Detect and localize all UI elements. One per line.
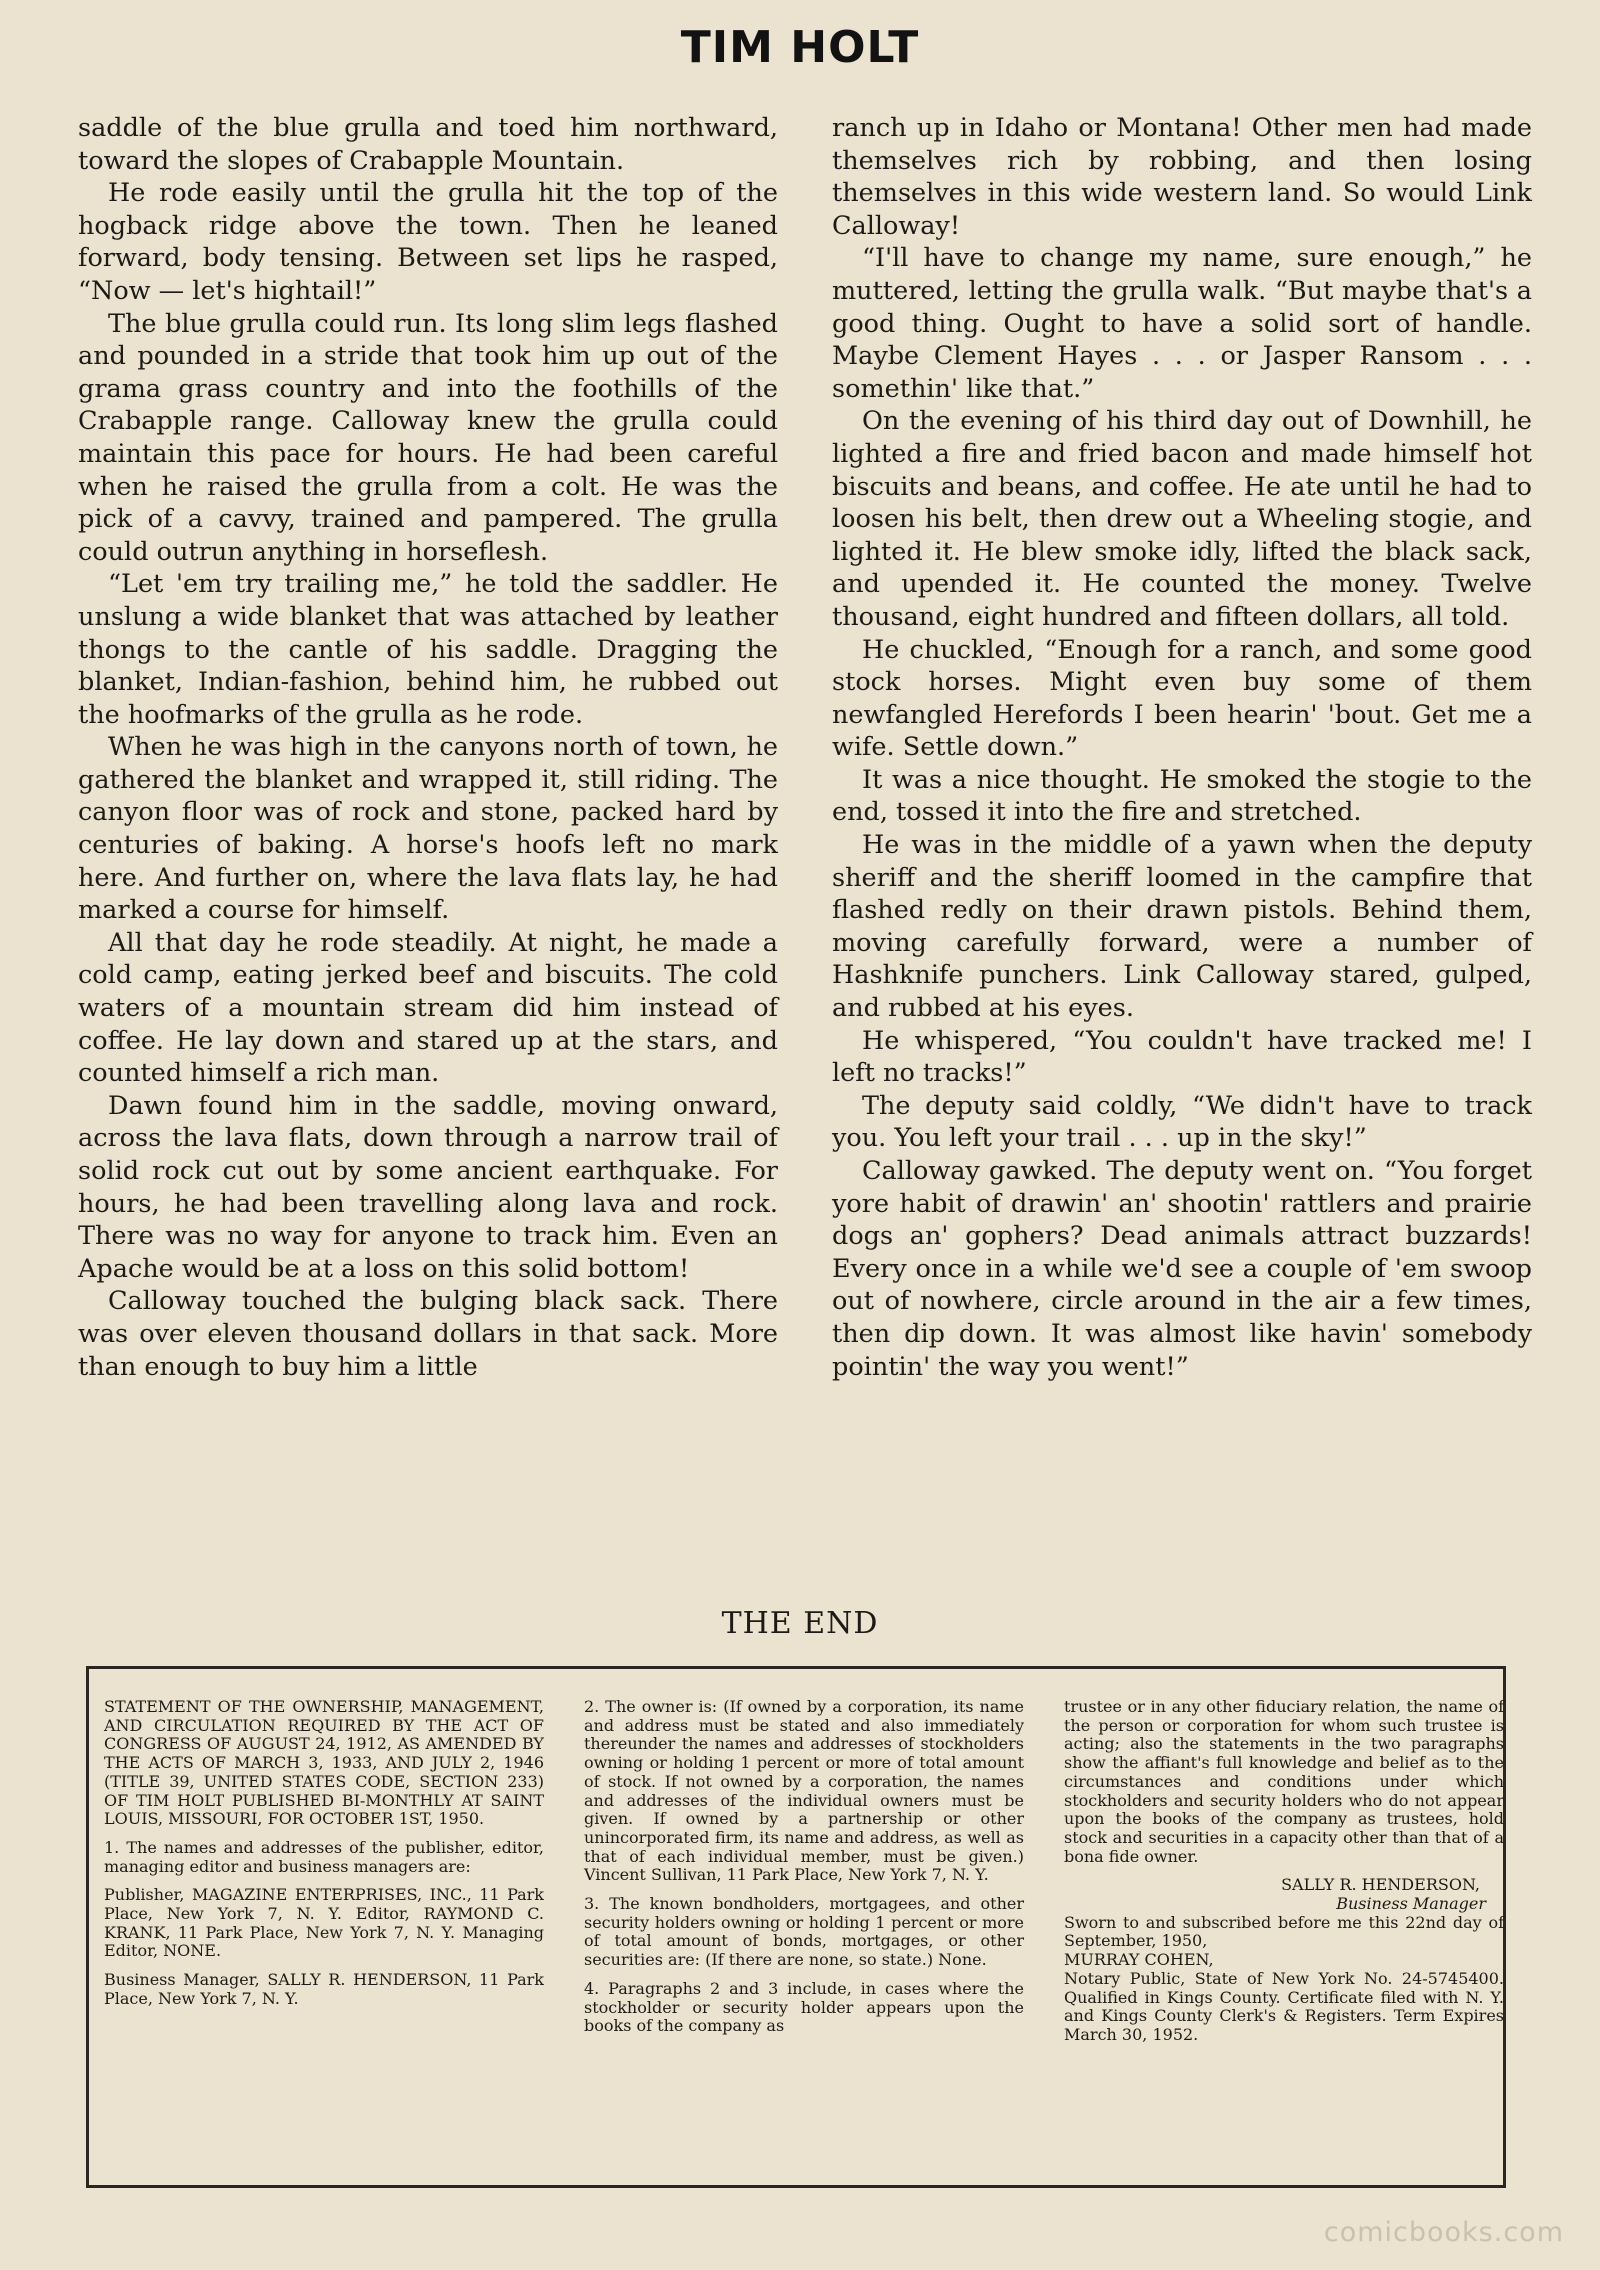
statement-continuation: trustee or in any other fiduciary relation, the name of the person or corporation for whom such trustee is acting; also the statements in the two paragraphs show the affiant's full knowledge and belief as to the circumstances and conditions under which stockholders and security holders who do not appear upon the books of the company as trustees, hold stock and securities in a capacity other than that of a bona fide owner.	[1064, 1697, 1504, 1866]
statement-item-1: 1. The names and addresses of the publisher, editor, managing editor and business managers are:	[104, 1837, 544, 1876]
statement-item-2: 2. The owner is: (If owned by a corporation, its name and address must be stated and also immediately thereunder the names and addresses of stockholders owning or holding 1 percent or more of total amount of stock. If not owned by a corporation, the names and addresses of the individual owners must be given. If owned by a partnership or other unincorporated firm, its name and address, as well as that of each individual member, must be given.) Vincent Sullivan, 11 Park Place, New York 7, N. Y.	[584, 1697, 1024, 1885]
statement-business-manager: Business Manager, SALLY R. HENDERSON, 11 Park Place, New York 7, N. Y.	[104, 1970, 544, 2008]
story-paragraph: It was a nice thought. He smoked the stogie to the end, tossed it into the fire and stretched.	[832, 764, 1532, 828]
story-paragraph: Calloway gawked. The deputy went on. “You forget yore habit of drawin' an' shootin' rattlers and prairie dogs an' gophers? Dead animals attract buzzards! Every once in a while we'd see a couple of 'em swoop out of nowhere, circle around in the air a few times, then dip down. It was almost like havin' somebody pointin' the way you went!”	[832, 1156, 1532, 1382]
story-paragraph: He chuckled, “Enough for a ranch, and some good stock horses. Might even buy some of them newfangled Herefords I been hearin' 'bout. Get me a wife. Settle down.”	[832, 634, 1532, 763]
statement-publisher: Publisher, MAGAZINE ENTERPRISES, INC., 11 Park Place, New York 7, N. Y. Editor, RAYMOND C. KRANK, 11 Park Place, New York 7, N. Y. Managing Editor, NONE.	[104, 1885, 544, 1961]
story-column-left	[78, 112, 778, 1383]
story-paragraph: He was in the middle of a yawn when the deputy sheriff and the sheriff loomed in the campfire that flashed redly on their drawn pistols. Behind them, moving carefully forward, were a number of Hashknife punchers. Link Calloway stared, gulped, and rubbed at his eyes.	[832, 830, 1532, 1024]
story-paragraph: He whispered, “You couldn't have tracked me! I left no tracks!”	[832, 1025, 1532, 1089]
story-paragraph: ranch up in Idaho or Montana! Other men had made themselves rich by robbing, and then losing themselves in this wide western land. So would Link Calloway!	[832, 113, 1532, 241]
statement-item-4: 4. Paragraphs 2 and 3 include, in cases where the stockholder or security holder appears upon the books of the company as	[584, 1978, 1024, 2036]
notary-details: Notary Public, State of New York No. 24-5745400. Qualified in Kings County. Certificate filed with N. Y. and Kings County Clerk's & Registers. Term Expires March 30, 1952.	[1064, 1968, 1504, 2044]
ownership-statement-column-1	[104, 1698, 544, 2019]
signer-title: Business Manager	[1336, 1894, 1486, 1914]
story-paragraph: The deputy said coldly, “We didn't have to track you. You left your trail . . . up in the sky!”	[832, 1090, 1532, 1154]
signer-name: SALLY R. HENDERSON,	[1281, 1875, 1480, 1895]
statement-item-3: 3. The known bondholders, mortgagees, and other security holders owning or holding 1 percent or more of total amount of bonds, mortgages, or other securities are: (If there are none, so state.) None.	[584, 1894, 1024, 1970]
story-paragraph: Calloway touched the bulging black sack. There was over eleven thousand dollars in that sack. More than enough to buy him a little	[78, 1286, 778, 1382]
sworn-statement: Sworn to and subscribed before me this 22nd day of September, 1950,	[1064, 1912, 1504, 1951]
story-paragraph: saddle of the blue grulla and toed him northward, toward the slopes of Crabapple Mountain.	[78, 113, 778, 176]
page-title: TIM HOLT	[680, 22, 920, 73]
the-end-label: THE END	[721, 1606, 879, 1641]
story-paragraph: When he was high in the canyons north of town, he gathered the blanket and wrapped it, still riding. The canyon floor was of rock and stone, packed hard by centuries of baking. A horse's hoofs left no mark here. And further on, where the lava flats lay, he had marked a course for himself.	[78, 732, 778, 926]
story-paragraph: On the evening of his third day out of Downhill, he lighted a fire and fried bacon and made himself hot biscuits and beans, and coffee. He ate until he had to loosen his belt, then drew out a Wheeling stogie, and lighted it. He blew smoke idly, lifted the black sack, and upended it. He counted the money. Twelve thousand, eight hundred and fifteen dollars, all told.	[832, 406, 1532, 632]
story-paragraph: “I'll have to change my name, sure enough,” he muttered, letting the grulla walk. “But maybe that's a good thing. Ought to have a solid sort of handle. Maybe Clement Hayes . . . or Jasper Ransom . . . somethin' like that.”	[832, 243, 1532, 404]
story-column-right	[832, 112, 1532, 1383]
story-paragraph: “Let 'em try trailing me,” he told the saddler. He unslung a wide blanket that was attached by leather thongs to the cantle of his saddle. Dragging the blanket, Indian-fashion, behind him, he rubbed out the hoofmarks of the grulla as he rode.	[78, 569, 778, 730]
ownership-statement-column-2	[584, 1698, 1024, 2046]
notary-name: MURRAY COHEN,	[1064, 1950, 1214, 1970]
story-paragraph: Dawn found him in the saddle, moving onward, across the lava flats, down through a narrow trail of solid rock cut out by some ancient earthquake. For hours, he had been travelling along lava and rock. There was no way for anyone to track him. Even an Apache would be at a loss on this solid bottom!	[78, 1090, 778, 1284]
story-paragraph: All that day he rode steadily. At night, he made a cold camp, eating jerked beef and biscuits. The cold waters of a mountain stream did him instead of coffee. He lay down and stared up at the stars, and counted himself a rich man.	[78, 927, 778, 1089]
story-paragraph: The blue grulla could run. Its long slim legs flashed and pounded in a stride that took him up out of the grama grass country and into the foothills of the Crabapple range. Calloway knew the grulla could maintain this pace for hours. He had been careful when he raised the grulla from a colt. He was the pick of a cavvy, trained and pampered. The grulla could outrun anything in horseflesh.	[78, 308, 778, 567]
story-paragraph: He rode easily until the grulla hit the top of the hogback ridge above the town. Then he leaned forward, body tensing. Between set lips he rasped, “Now — let's hightail!”	[78, 178, 778, 306]
statement-heading: STATEMENT OF THE OWNERSHIP, MANAGEMENT, AND CIRCULATION REQUIRED BY THE ACT OF CONGRESS OF AUGUST 24, 1912, AS AMENDED BY THE ACTS OF MARCH 3, 1933, AND JULY 2, 1946 (TITLE 39, UNITED STATES CODE, SECTION 233) OF TIM HOLT PUBLISHED BI-MONTHLY AT SAINT LOUIS, MISSOURI, FOR OCTOBER 1ST, 1950.	[104, 1697, 544, 1829]
site-watermark: comicbooks.com	[1323, 2217, 1564, 2248]
ownership-statement-column-3	[1064, 1698, 1504, 2045]
